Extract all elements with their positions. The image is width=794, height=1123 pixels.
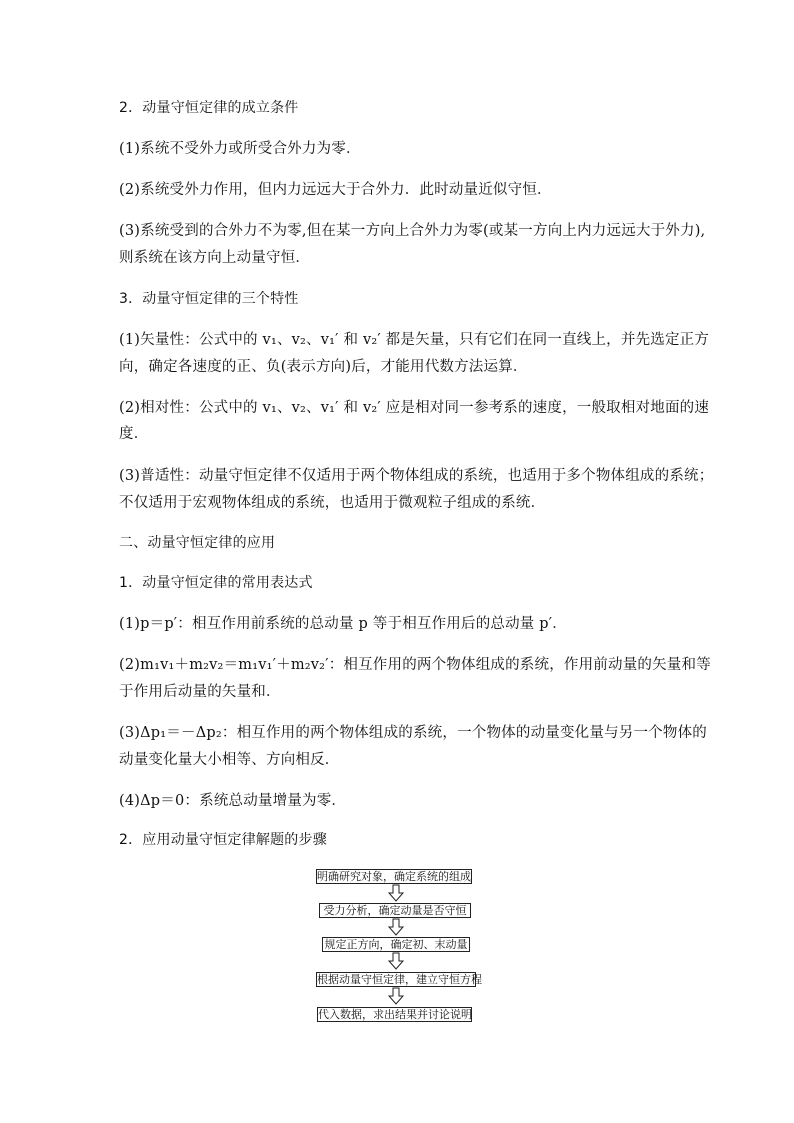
paragraph-line: (3)普适性：动量守恒定律不仅适用于两个物体组成的系统，也适用于多个物体组成的系统； — [119, 468, 714, 484]
paragraph-line: 则系统在该方向上动量守恒． — [119, 250, 311, 266]
section-heading-steps: 2．应用动量守恒定律解题的步骤 — [119, 832, 327, 848]
paragraph-line: (4)Δp＝0：系统总动量增量为零． — [119, 793, 347, 809]
section-heading-properties: 3．动量守恒定律的三个特性 — [119, 291, 299, 307]
down-arrow-icon — [387, 884, 405, 902]
paragraph-line: (2)系统受外力作用，但内力远远大于合外力．此时动量近似守恒． — [119, 182, 552, 198]
flowchart-step-1: 明确研究对象，确定系统的组成 — [317, 870, 471, 883]
paragraph-line: (1)矢量性：公式中的 v₁、v₂、v₁′ 和 v₂′ 都是矢量，只有它们在同一直线上，并先选定正方 — [119, 332, 710, 348]
solution-steps-flowchart — [316, 869, 482, 1029]
paragraph-line: 动量变化量大小相等、方向相反． — [119, 752, 340, 768]
paragraph-line: 于作用后动量的矢量和． — [119, 684, 281, 700]
paragraph-line: (1)系统不受外力或所受合外力为零． — [119, 141, 361, 157]
flowchart-step-3: 规定正方向，确定初、末动量 — [322, 937, 470, 952]
down-arrow-icon — [387, 918, 405, 936]
flowchart-step-2: 受力分析，确定动量是否守恒 — [319, 903, 471, 918]
paragraph-line: (3)系统受到的合外力不为零,但在某一方向上合外力为零(或某一方向上内力远远大于外力), — [119, 223, 706, 239]
paragraph-line: 度． — [119, 426, 149, 442]
flowchart-step-5: 代入数据，求出结果并讨论说明 — [318, 1008, 472, 1021]
chapter-heading-application: 二、动量守恒定律的应用 — [119, 535, 276, 551]
paragraph-line: 不仅适用于宏观物体组成的系统，也适用于微观粒子组成的系统． — [119, 495, 546, 511]
paragraph-line: 向，确定各速度的正、负(表示方向)后，才能用代数方法运算． — [119, 359, 528, 375]
paragraph-line: (2)m₁v₁＋m₂v₂＝m₁v₁′＋m₂v₂′：相互作用的两个物体组成的系统，作用前动量的矢量和等 — [119, 657, 711, 673]
section-heading-expressions: 1．动量守恒定律的常用表达式 — [119, 575, 313, 591]
paragraph-line: (3)Δp₁＝－Δp₂：相互作用的两个物体组成的系统，一个物体的动量变化量与另一个物体的 — [119, 725, 707, 741]
down-arrow-icon — [387, 952, 405, 970]
section-heading-conditions: 2．动量守恒定律的成立条件 — [119, 100, 299, 116]
paragraph-line: (2)相对性：公式中的 v₁、v₂、v₁′ 和 v₂′ 应是相对同一参考系的速度，一般取相对地面的速 — [119, 400, 710, 416]
flowchart-step-4: 根据动量守恒定律，建立守恒方程 — [317, 973, 482, 986]
paragraph-line: (1)p＝p′：相互作用前系统的总动量 p 等于相互作用后的总动量 p′． — [119, 616, 567, 632]
down-arrow-icon — [387, 987, 405, 1005]
